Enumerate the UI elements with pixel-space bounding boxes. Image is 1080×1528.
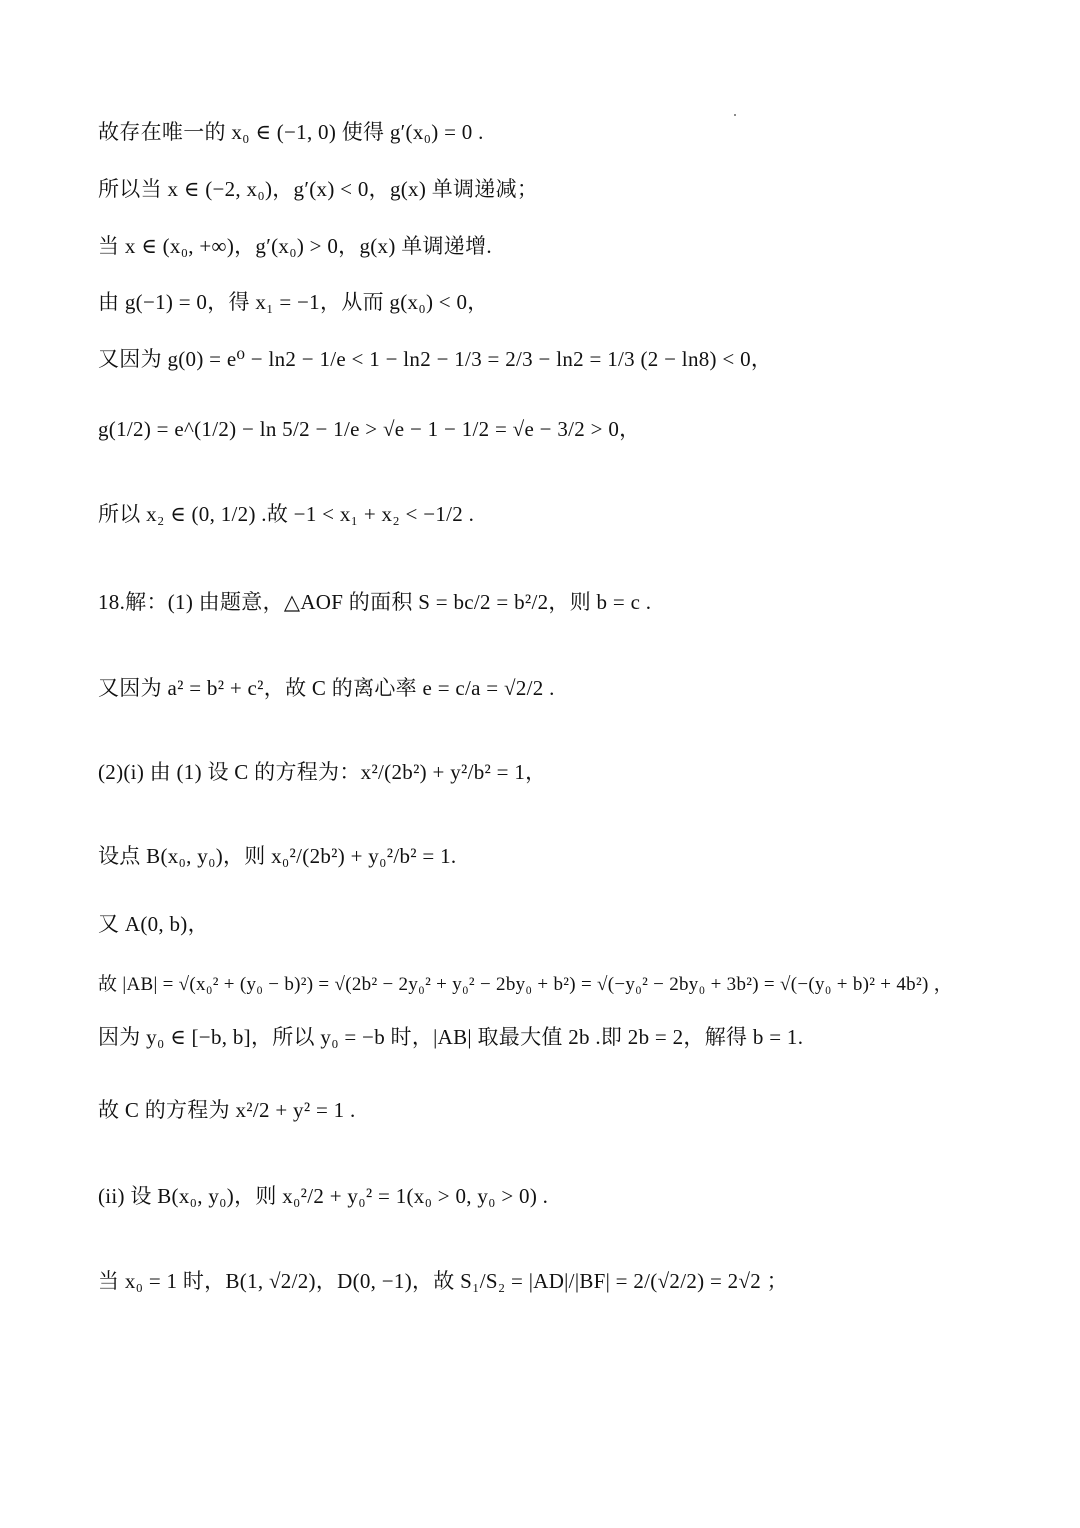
line-text: (2)(i) 由 (1) 设 C 的方程为：x²/(2b²) + y²/b² = 1， xyxy=(98,760,547,784)
text-line-2 xyxy=(98,173,1060,203)
text-line-17 xyxy=(98,1265,1060,1295)
line-text: 18.解：(1) 由题意，△AOF 的面积 S = bc/2 = b²/2，则 b = c . xyxy=(98,590,652,614)
line-text: 又因为 g(0) = e⁰ − ln2 − 1/e < 1 − ln2 − 1/3 = 2/3 − ln2 = 1/3 (2 − ln8) < 0， xyxy=(98,347,773,371)
line-text: 又 A(0, b)， xyxy=(98,912,209,936)
text-line-3 xyxy=(98,230,1060,260)
line-text: g(1/2) = e^(1/2) − ln 5/2 − 1/e > √e − 1 − 1/2 = √e − 3/2 > 0， xyxy=(98,417,641,441)
line-text: 故存在唯一的 x₀ ∈ (−1, 0) 使得 g′(x₀) = 0 . xyxy=(98,120,484,144)
line-text: 故 |AB| = √(x₀² + (y₀ − b)²) = √(2b² − 2y₀² + y₀² − 2by₀ + b²) = √(−y₀² − 2by₀ + 3b²) = √(−(y₀ + b)² + 4b²) ， xyxy=(98,974,953,995)
line-text: 故 C 的方程为 x²/2 + y² = 1 . xyxy=(98,1098,356,1122)
text-line-5 xyxy=(98,343,1060,373)
text-line-1 xyxy=(98,116,1060,146)
text-line-7 xyxy=(98,498,1060,528)
line-text: 因为 y₀ ∈ [−b, b]，所以 y₀ = −b 时，|AB| 取最大值 2b .即 2b = 2，解得 b = 1. xyxy=(98,1025,804,1049)
text-line-10 xyxy=(98,756,1060,786)
line-text: 当 x ∈ (x₀, +∞)，g′(x₀) > 0，g(x) 单调递增. xyxy=(98,234,492,258)
text-line-15 xyxy=(98,1094,1060,1124)
line-text: 当 x₀ = 1 时，B(1, √2/2)，D(0, −1)，故 S₁/S₂ = |AD|/|BF| = 2/(√2/2) = 2√2 ； xyxy=(98,1269,788,1293)
line-text: 由 g(−1) = 0，得 x₁ = −1，从而 g(x₀) < 0， xyxy=(98,290,489,314)
text-line-6 xyxy=(98,413,1060,443)
text-line-9 xyxy=(98,672,1060,702)
text-line-4 xyxy=(98,286,1060,316)
text-line-13 xyxy=(98,969,1060,996)
text-line-14 xyxy=(98,1021,1060,1051)
text-line-16 xyxy=(98,1180,1060,1210)
line-text: 设点 B(x₀, y₀)，则 x₀²/(2b²) + y₀²/b² = 1. xyxy=(98,844,457,868)
line-text: 所以 x₂ ∈ (0, 1/2) .故 −1 < x₁ + x₂ < −1/2 . xyxy=(98,502,475,526)
text-line-12 xyxy=(98,908,1060,938)
line-text: 又因为 a² = b² + c²，故 C 的离心率 e = c/a = √2/2 . xyxy=(98,676,555,700)
line-text: (ii) 设 B(x₀, y₀)，则 x₀²/2 + y₀² = 1(x₀ > 0, y₀ > 0) . xyxy=(98,1184,549,1208)
line-text: 所以当 x ∈ (−2, x₀)，g′(x) < 0，g(x) 单调递减； xyxy=(98,177,539,201)
text-line-11 xyxy=(98,840,1060,870)
text-line-8 xyxy=(98,586,1060,616)
